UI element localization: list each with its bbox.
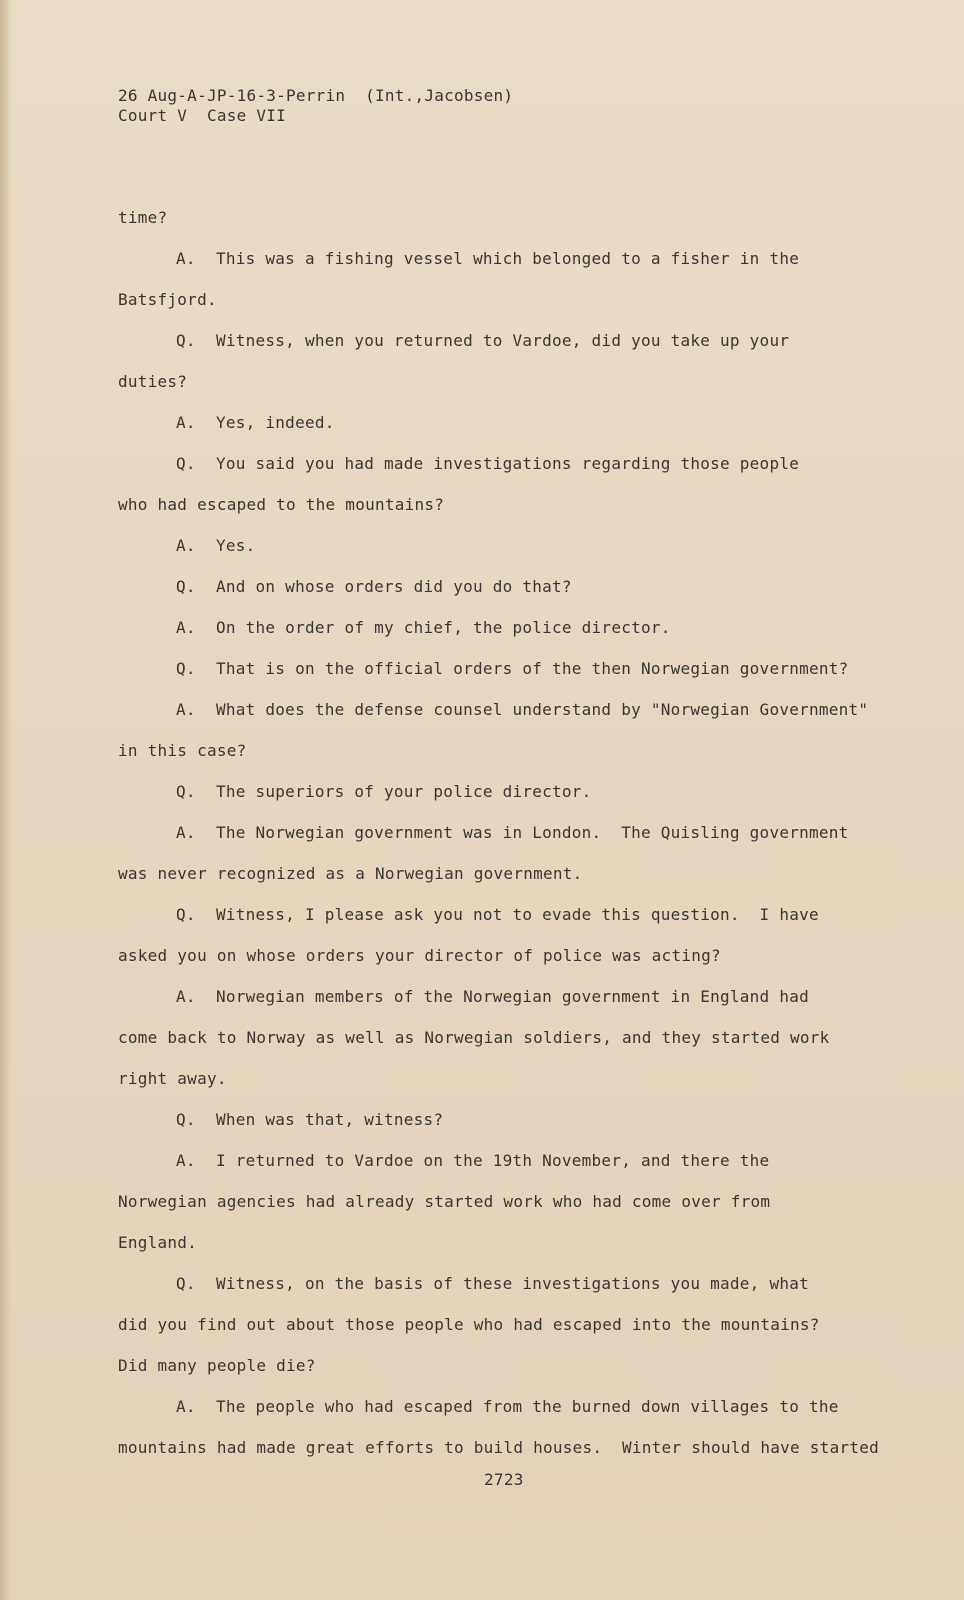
transcript-line (176, 413, 335, 433)
question-marker: Q. (176, 782, 196, 801)
transcript-line (176, 331, 789, 351)
page-number: 2723 (484, 1470, 524, 1489)
transcript-line (176, 905, 819, 925)
answer-marker: A. (176, 987, 196, 1006)
answer-marker: A. (176, 1151, 196, 1170)
header-line-1: 26 Aug-A-JP-16-3-Perrin (Int.,Jacobsen) (118, 86, 514, 105)
transcript-text: Yes, indeed. (216, 413, 335, 432)
answer-marker: A. (176, 1397, 196, 1416)
answer-marker: A. (176, 413, 196, 432)
question-marker: Q. (176, 905, 196, 924)
transcript-text: When was that, witness? (216, 1110, 444, 1129)
transcript-text: in this case? (118, 741, 247, 760)
transcript-text: Witness, when you returned to Vardoe, did you take up your (216, 331, 790, 350)
transcript-text: Norwegian members of the Norwegian government in England had (216, 987, 809, 1006)
transcript-line (118, 1233, 197, 1253)
transcript-line (118, 1356, 316, 1376)
transcript-text: Did many people die? (118, 1356, 316, 1375)
transcript-line (118, 1069, 227, 1089)
transcript-text: time? (118, 208, 168, 227)
answer-marker: A. (176, 249, 196, 268)
transcript-line (176, 536, 256, 556)
transcript-line (118, 1192, 770, 1212)
transcript-line (176, 782, 592, 802)
transcript-text: I returned to Vardoe on the 19th November, and there the (216, 1151, 770, 1170)
transcript-text: Batsfjord. (118, 290, 217, 309)
transcript-text: was never recognized as a Norwegian government. (118, 864, 583, 883)
transcript-text: mountains had made great efforts to build houses. Winter should have started (118, 1438, 879, 1457)
header-line-2: Court V Case VII (118, 106, 287, 125)
transcript-text: What does the defense counsel understand by "Norwegian Government" (216, 700, 869, 719)
transcript-text: come back to Norway as well as Norwegian soldiers, and they started work (118, 1028, 830, 1047)
page-edge-shadow (0, 0, 12, 1600)
answer-marker: A. (176, 536, 196, 555)
question-marker: Q. (176, 454, 196, 473)
transcript-text: Norwegian agencies had already started work who had come over from (118, 1192, 771, 1211)
transcript-line (176, 577, 572, 597)
transcript-line (176, 987, 809, 1007)
transcript-line (118, 1438, 879, 1458)
transcript-line (176, 249, 799, 269)
transcript-text: did you find out about those people who had escaped into the mountains? (118, 1315, 820, 1334)
answer-marker: A. (176, 618, 196, 637)
transcript-text: The superiors of your police director. (216, 782, 592, 801)
transcript-line (118, 495, 444, 515)
transcript-line (118, 864, 583, 884)
transcript-text: That is on the official orders of the then Norwegian government? (216, 659, 849, 678)
transcript-text: The people who had escaped from the burned down villages to the (216, 1397, 839, 1416)
transcript-text: And on whose orders did you do that? (216, 577, 572, 596)
transcript-line (176, 700, 868, 720)
transcript-line (118, 946, 721, 966)
transcript-text: who had escaped to the mountains? (118, 495, 445, 514)
answer-marker: A. (176, 823, 196, 842)
transcript-text: Witness, on the basis of these investigations you made, what (216, 1274, 809, 1293)
transcript-line (176, 454, 799, 474)
transcript-text: Yes. (216, 536, 256, 555)
transcript-line (176, 1151, 769, 1171)
transcript-line (176, 618, 671, 638)
transcript-line (176, 823, 849, 843)
transcript-line (176, 1274, 809, 1294)
question-marker: Q. (176, 1110, 196, 1129)
transcript-text: asked you on whose orders your director of police was acting? (118, 946, 721, 965)
transcript-text: The Norwegian government was in London. The Quisling government (216, 823, 849, 842)
transcript-text: right away. (118, 1069, 227, 1088)
transcript-line (176, 1110, 443, 1130)
question-marker: Q. (176, 659, 196, 678)
answer-marker: A. (176, 700, 196, 719)
transcript-line (118, 741, 246, 761)
question-marker: Q. (176, 1274, 196, 1293)
transcript-line (118, 1028, 830, 1048)
transcript-line (118, 208, 167, 228)
transcript-line (176, 659, 849, 679)
transcript-text: England. (118, 1233, 198, 1252)
transcript-text: Witness, I please ask you not to evade this question. I have (216, 905, 819, 924)
transcript-text: This was a fishing vessel which belonged to a fisher in the (216, 249, 800, 268)
question-marker: Q. (176, 577, 196, 596)
transcript-line (176, 1397, 839, 1417)
transcript-line (118, 372, 187, 392)
transcript-text: On the order of my chief, the police director. (216, 618, 671, 637)
transcript-text: You said you had made investigations regarding those people (216, 454, 800, 473)
transcript-line (118, 290, 217, 310)
question-marker: Q. (176, 331, 196, 350)
transcript-line (118, 1315, 820, 1335)
transcript-text: duties? (118, 372, 188, 391)
